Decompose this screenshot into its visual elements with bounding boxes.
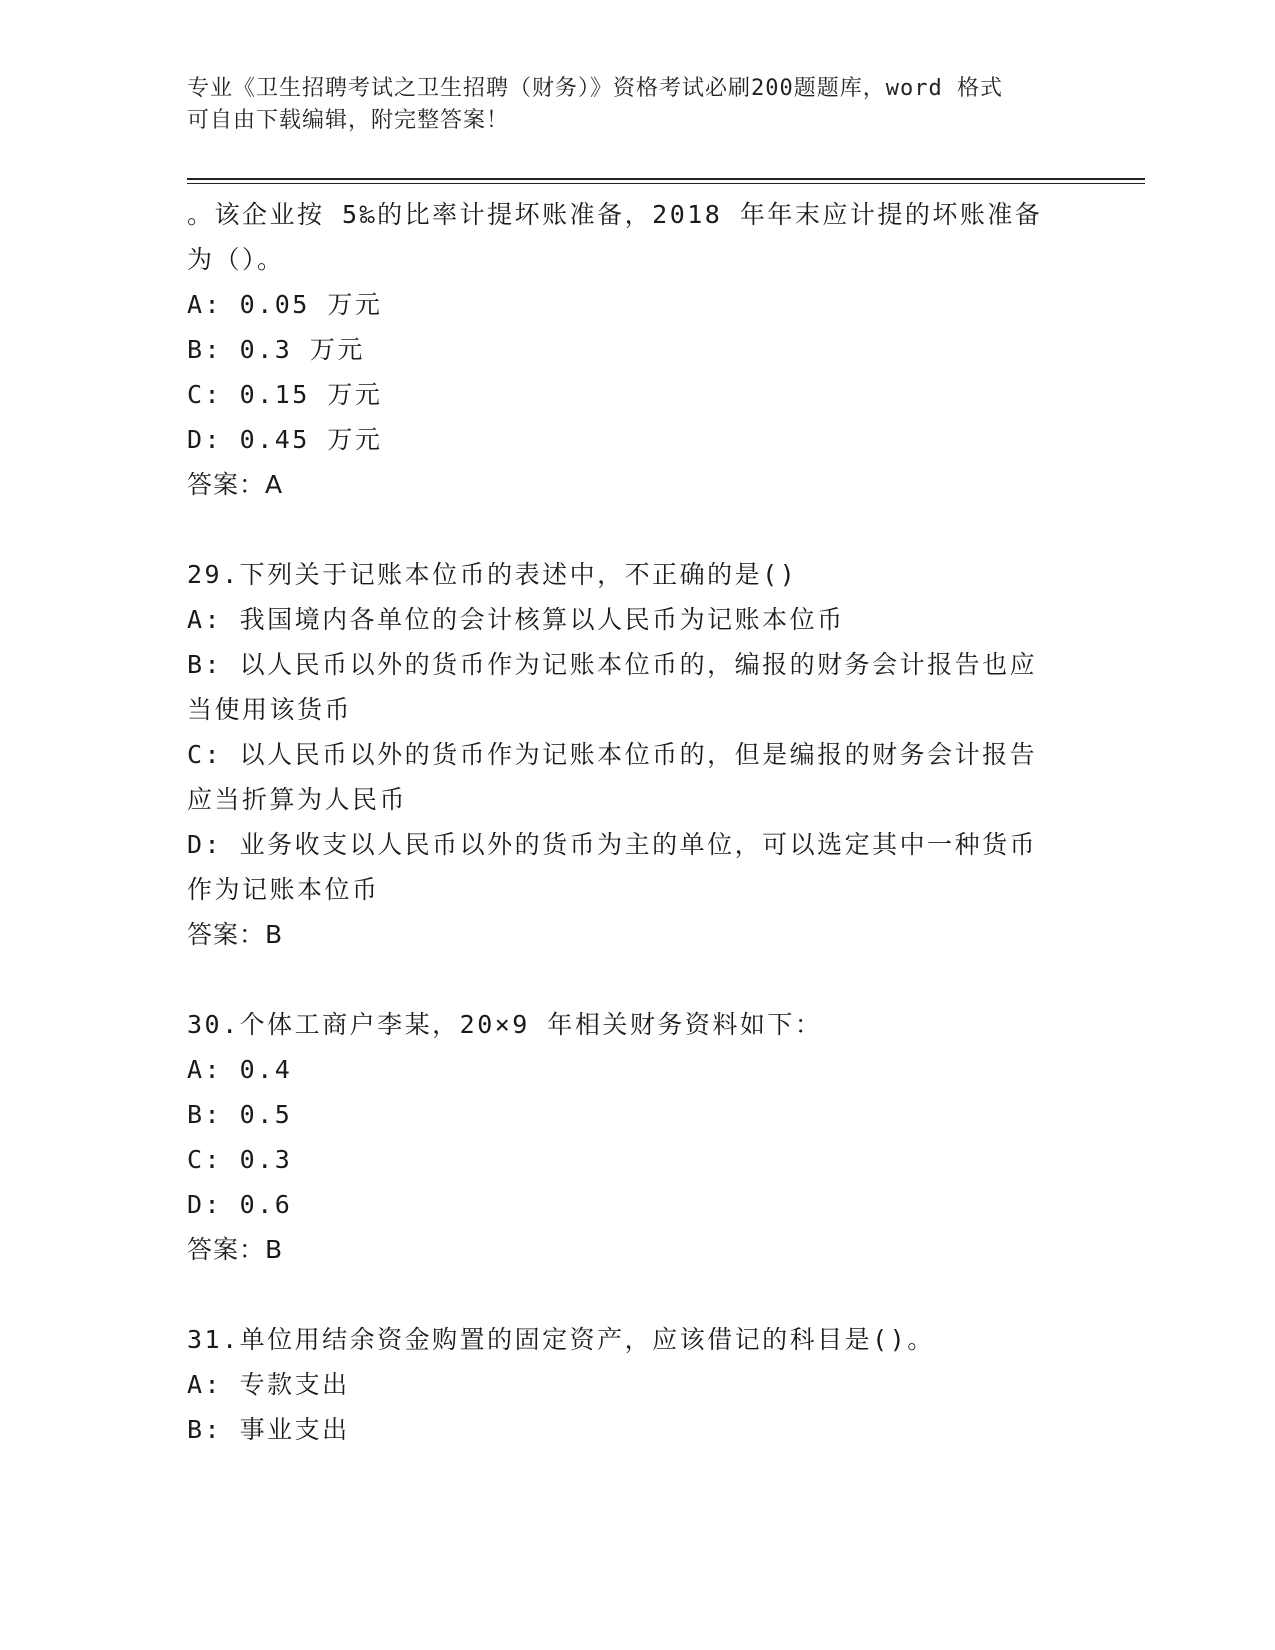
question-stem: 31.单位用结余资金购置的固定资产，应该借记的科目是()。: [187, 1325, 935, 1354]
question-28: [187, 192, 1087, 507]
option-c: C: 0.15 万元: [187, 380, 383, 409]
question-stem-line: 。该企业按 5‰的比率计提坏账准备，2018 年年末应计提的坏账准备: [187, 200, 1043, 229]
question-30: [187, 1002, 1087, 1272]
option-b-continued: 当使用该货币: [187, 695, 353, 724]
question-29: [187, 552, 1087, 957]
question-stem: 30.个体工商户李某，20×9 年相关财务资料如下：: [187, 1010, 823, 1039]
header-title-line-1: 专业《卫生招聘考试之卫生招聘（财务）》资格考试必刷200题题库，word 格式: [187, 76, 1003, 101]
question-spacer: [187, 507, 1087, 552]
option-b: B: 事业支出: [187, 1415, 350, 1444]
header-title-line-2: 可自由下载编辑，附完整答案！: [187, 108, 510, 133]
question-list: [187, 192, 1087, 1452]
option-d: D: 业务收支以人民币以外的货币为主的单位，可以选定其中一种货币: [187, 830, 1038, 859]
question-spacer: [187, 957, 1087, 1002]
answer-label: 答案：B: [187, 920, 284, 949]
answer-label: 答案：A: [187, 470, 284, 499]
option-c-continued: 应当折算为人民币: [187, 785, 408, 814]
option-d: D: 0.45 万元: [187, 425, 383, 454]
option-a: A: 专款支出: [187, 1370, 350, 1399]
option-c: C: 0.3: [187, 1145, 293, 1174]
document-header: [187, 73, 1067, 137]
question-stem-line: 为（）。: [187, 245, 285, 274]
question-stem: 29.下列关于记账本位币的表述中，不正确的是(): [187, 560, 798, 589]
header-divider-thin: [187, 183, 1145, 184]
option-c: C: 以人民币以外的货币作为记账本位币的，但是编报的财务会计报告: [187, 740, 1038, 769]
answer-label: 答案：B: [187, 1235, 284, 1264]
question-31: [187, 1317, 1087, 1452]
option-a: A: 我国境内各单位的会计核算以人民币为记账本位币: [187, 605, 845, 634]
option-a: A: 0.05 万元: [187, 290, 383, 319]
question-spacer: [187, 1272, 1087, 1317]
option-b: B: 以人民币以外的货币作为记账本位币的，编报的财务会计报告也应: [187, 650, 1038, 679]
option-d-continued: 作为记账本位币: [187, 875, 380, 904]
option-d: D: 0.6: [187, 1190, 293, 1219]
header-divider-thick: [187, 178, 1145, 180]
option-b: B: 0.3 万元: [187, 335, 365, 364]
option-a: A: 0.4: [187, 1055, 293, 1084]
option-b: B: 0.5: [187, 1100, 293, 1129]
